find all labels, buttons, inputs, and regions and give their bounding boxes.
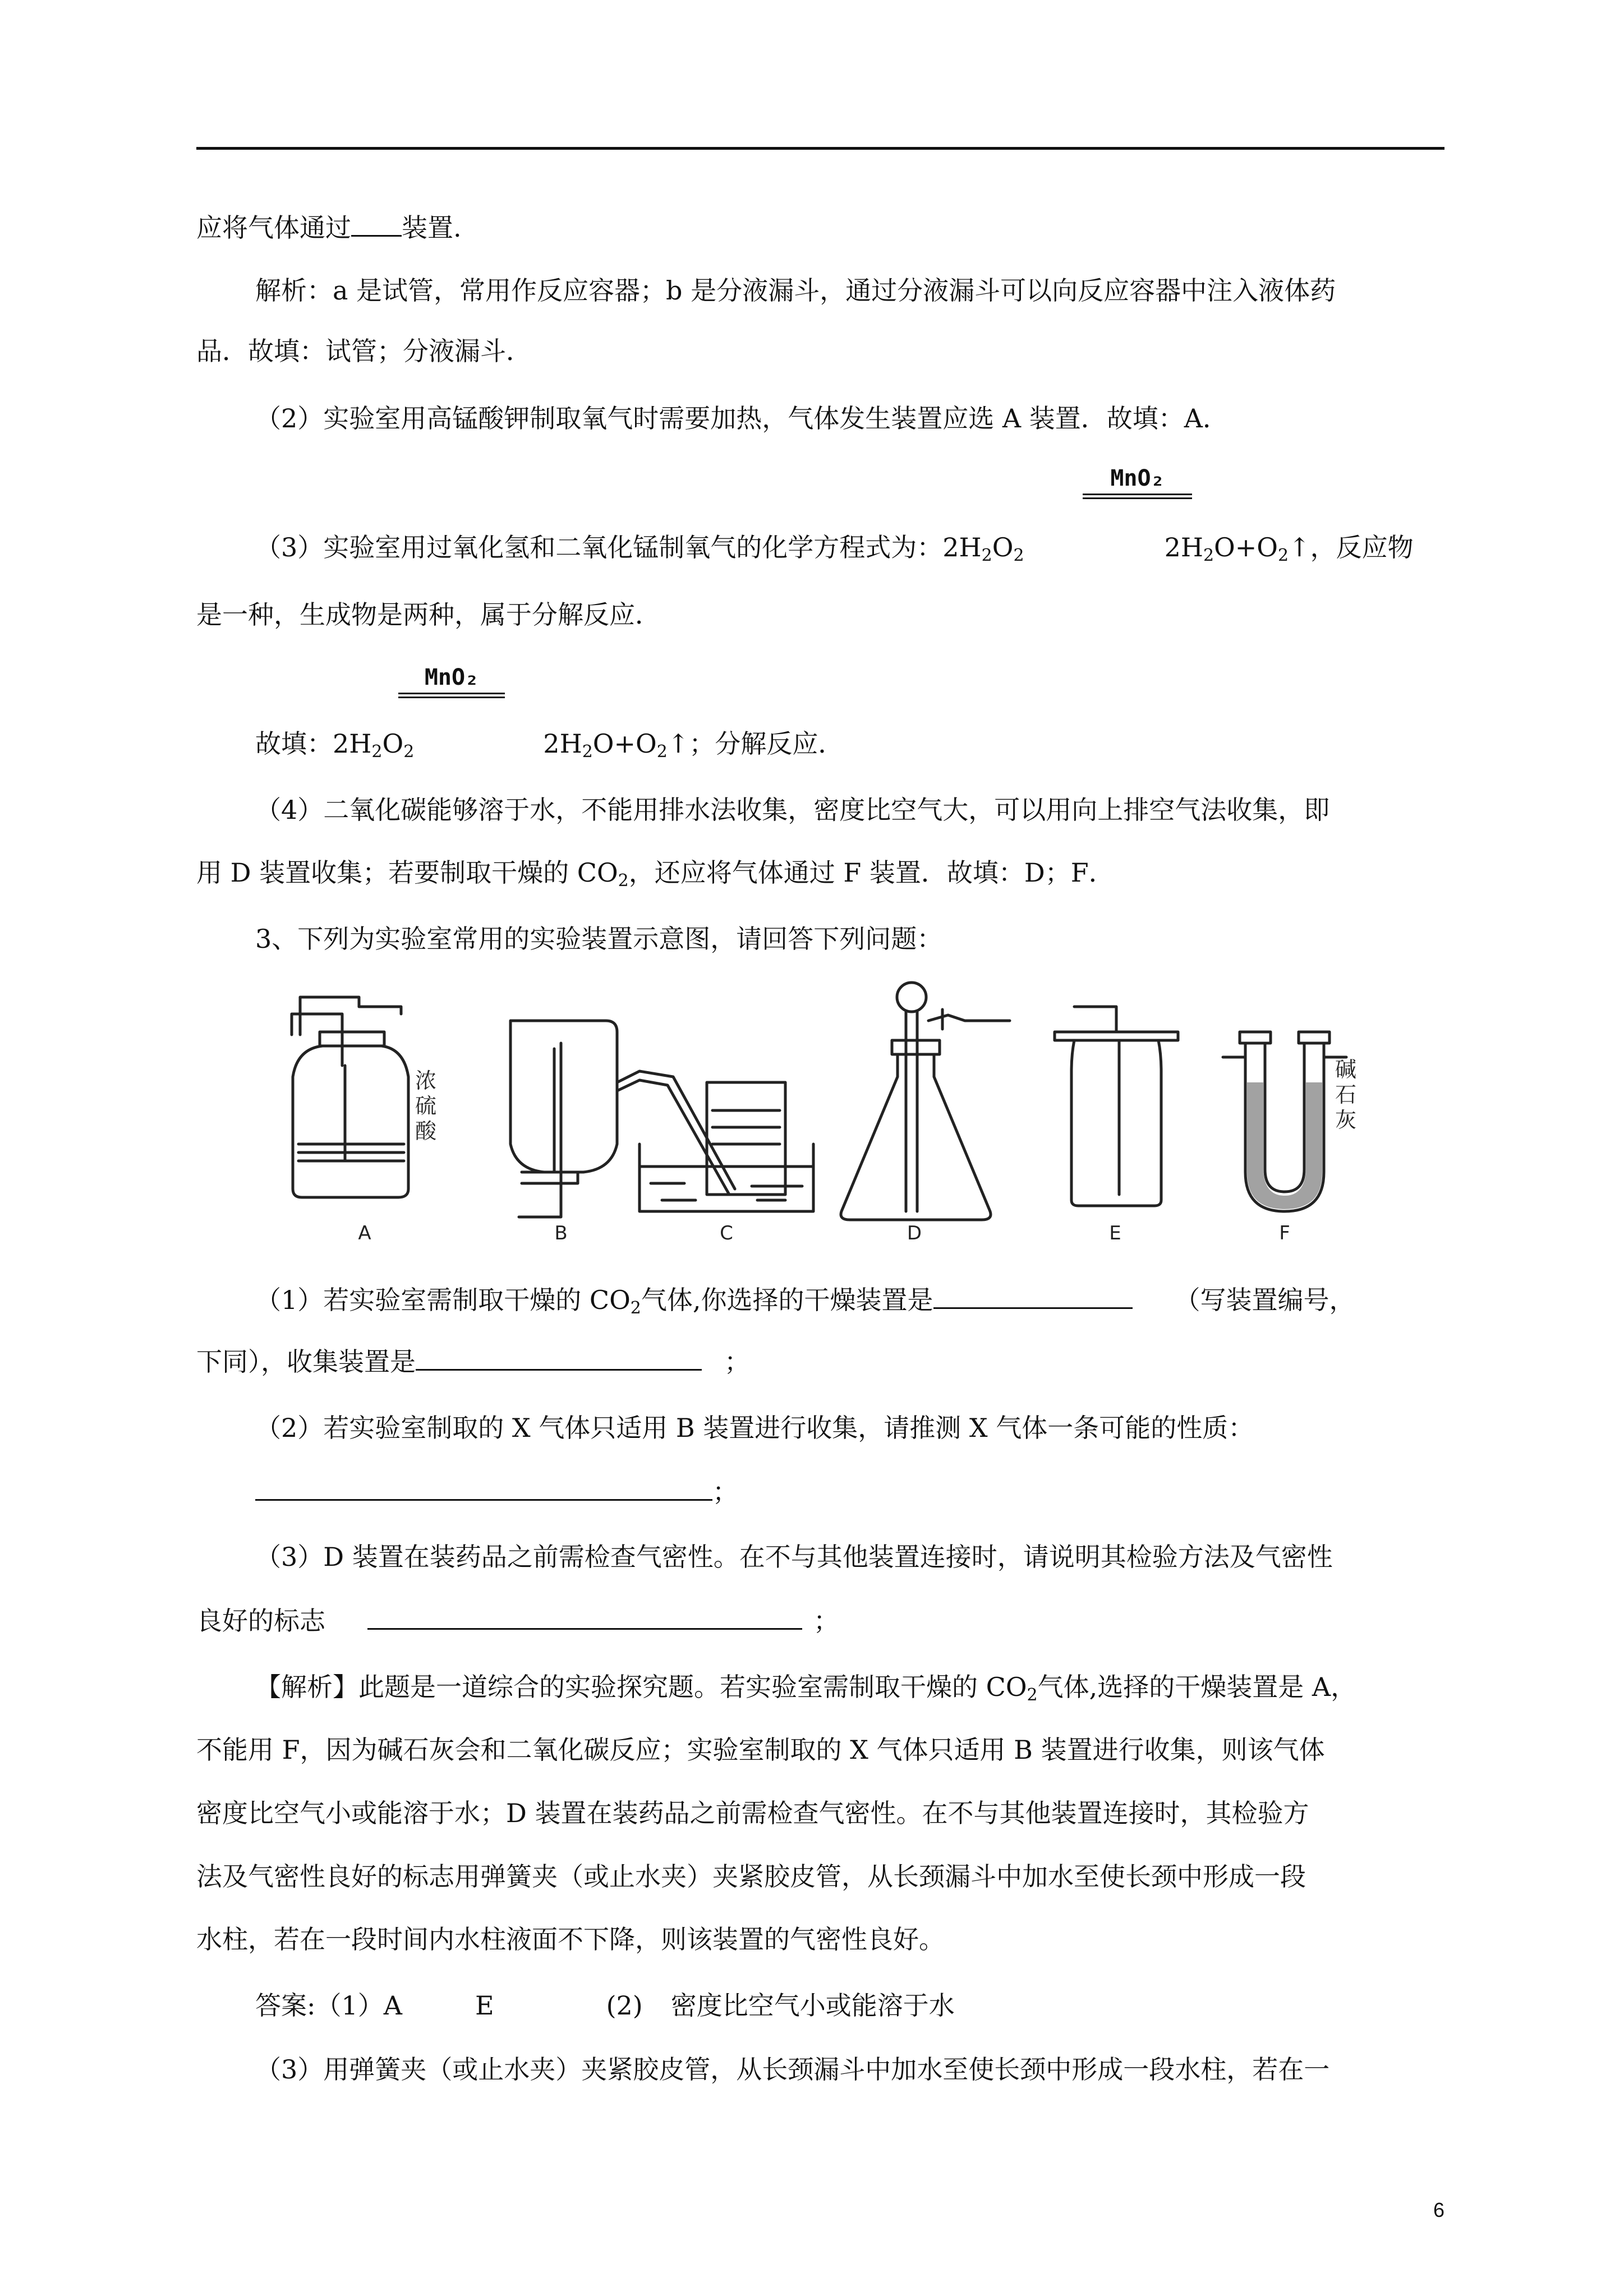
text-line-2: 解析：a 是试管，常用作反应容器；b 是分液漏斗，通过分液漏斗可以向反应容器中注入液体药	[255, 275, 1336, 306]
equation-equals-bar	[1083, 494, 1192, 499]
catalyst-label-2	[398, 665, 505, 698]
answer-blank[interactable]	[416, 1369, 702, 1371]
text-line-14: ；	[255, 1476, 738, 1507]
label-d: D	[907, 1222, 922, 1244]
text-line-19: 密度比空气小或能溶于水；D 装置在装药品之前需检查气密性。在不与其他装置连接时，其检验方	[196, 1798, 1309, 1828]
lime-label-1: 碱	[1335, 1057, 1357, 1082]
text-line-4: （2）实验室用高锰酸钾制取氧气时需要加热，气体发生装置应选 A 装置．故填：A．	[255, 403, 1229, 434]
catalyst-text: MnO₂	[1110, 465, 1165, 491]
label-f: F	[1279, 1222, 1290, 1244]
label-e: E	[1109, 1222, 1121, 1244]
catalyst-label	[1083, 465, 1192, 499]
text-line-13: （2）若实验室制取的 X 气体只适用 B 装置进行收集，请推测 X 气体一条可能的性质：	[255, 1413, 1254, 1443]
label-c: C	[720, 1222, 733, 1244]
apparatus-e	[1055, 1007, 1178, 1206]
lime-label-2: 石	[1335, 1082, 1357, 1107]
apparatus-f	[1223, 1032, 1346, 1211]
text: 应将气体通过	[196, 213, 351, 243]
answer-line: 答案:（1）A E (2) 密度比空气小或能溶于水	[255, 1990, 955, 2021]
text-line-23: （3）用弹簧夹（或止水夹）夹紧胶皮管，从长颈漏斗中加水至使长颈中形成一段水柱，若在一	[255, 2054, 1330, 2085]
apparatus-d	[841, 983, 1010, 1220]
answer-blank[interactable]	[351, 235, 402, 237]
lime-label-3: 灰	[1335, 1108, 1357, 1132]
text: 装置.	[402, 213, 462, 243]
acid-label-2: 硫	[415, 1094, 437, 1118]
acid-label-1: 浓	[415, 1068, 437, 1093]
apparatus-b	[510, 1021, 617, 1217]
answer-blank[interactable]	[933, 1307, 1133, 1309]
text-line-18: 不能用 F，因为碱石灰会和二氧化碳反应；实验室制取的 X 气体只适用 B 装置进行收集，则该气体	[196, 1735, 1325, 1765]
apparatus-c	[617, 1071, 813, 1211]
header-rule	[196, 147, 1444, 150]
text-line-5: （3）实验室用过氧化氢和二氧化锰制氧气的化学方程式为：$2H_2O_2$ $2H_2O+O_2↑$，反应物	[255, 532, 1414, 565]
text-line-1	[196, 212, 462, 243]
text-line-9: 用 D 装置收集；若要制取干燥的 $CO_2$，还应将气体通过 F 装置．故填：D；F．	[196, 857, 1115, 891]
answer-blank[interactable]	[367, 1628, 802, 1630]
answer-blank[interactable]	[255, 1499, 712, 1501]
text-line-7: 故填：$2H_2O_2$ $2H_2O+O_2↑$；分解反应．	[255, 729, 844, 762]
apparatus-figure	[247, 976, 1397, 1245]
apparatus-a	[292, 997, 408, 1197]
soda-lime-fill	[1247, 1082, 1322, 1209]
label-a: A	[358, 1222, 371, 1244]
acid-label-3: 酸	[415, 1119, 437, 1144]
text-line-17: 【解析】此题是一道综合的实验探究题。若实验室需制取干燥的 $CO_2$气体,选择的干燥装置是 A，	[255, 1672, 1357, 1705]
text-line-11: （1）若实验室需制取干燥的 $CO_2$气体,你选择的干燥装置是 （写装置编号，	[255, 1285, 1355, 1318]
catalyst-text: MnO₂	[424, 665, 479, 690]
text-line-20: 法及气密性良好的标志用弹簧夹（或止水夹）夹紧胶皮管，从长颈漏斗中加水至使长颈中形成一段	[196, 1861, 1306, 1892]
text-line-15: （3）D 装置在装药品之前需检查气密性。在不与其他装置连接时，请说明其检验方法及气密性	[255, 1542, 1333, 1572]
page-number: 6	[1433, 2198, 1445, 2221]
equation-equals-bar	[398, 693, 505, 698]
text-line-16: 良好的标志 ；	[196, 1606, 839, 1636]
text-line-3: 品．故填：试管；分液漏斗．	[196, 336, 532, 366]
question-3-title: 3、下列为实验室常用的实验装置示意图，请回答下列问题：	[255, 924, 943, 954]
text-line-12: 下同），收集装置是 ；	[196, 1347, 750, 1377]
label-b: B	[554, 1222, 568, 1244]
text-line-21: 水柱，若在一段时间内水柱液面不下降，则该装置的气密性良好。	[196, 1924, 945, 1954]
text-line-6: 是一种，生成物是两种，属于分解反应．	[196, 600, 661, 630]
text-line-8: （4）二氧化碳能够溶于水，不能用排水法收集，密度比空气大，可以用向上排空气法收集，即	[255, 795, 1330, 825]
